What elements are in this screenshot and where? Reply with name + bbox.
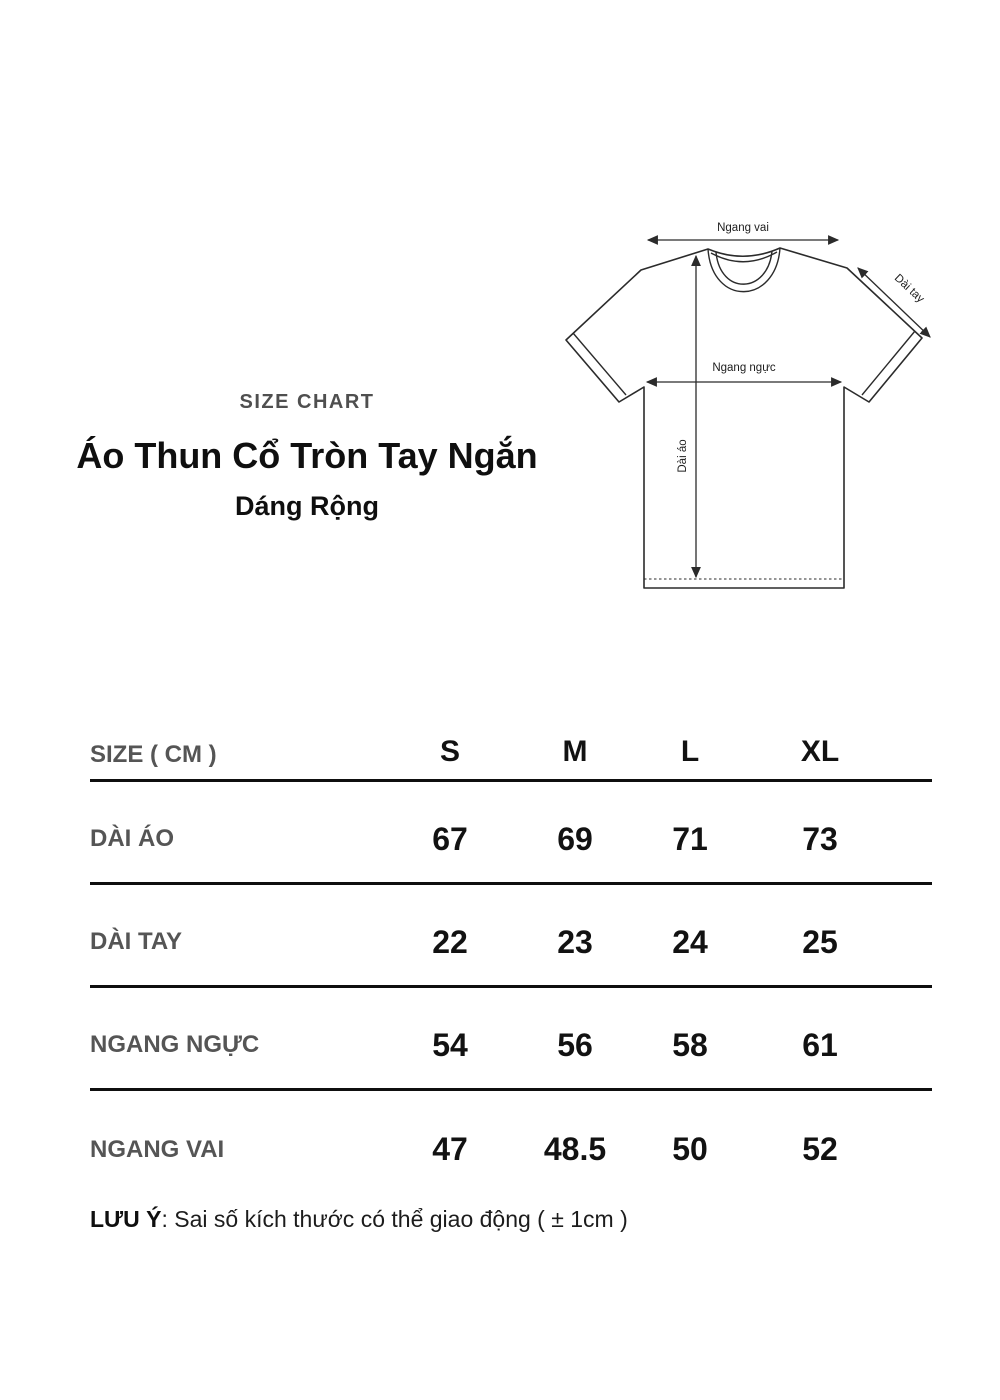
table-row-dai-tay <box>90 885 932 988</box>
cell-value: 23 <box>557 923 593 960</box>
row-label: NGANG VAI <box>90 1135 225 1163</box>
tshirt-measurement-diagram <box>540 190 1000 630</box>
cell-value: 67 <box>432 820 468 857</box>
chest-width-label: Ngang ngực <box>712 362 776 374</box>
column-header-l: L <box>680 735 700 768</box>
note-label: LƯU Ý <box>90 1206 162 1232</box>
table-header-size-cm: SIZE ( CM ) <box>90 741 217 768</box>
cell-value: 71 <box>672 820 708 857</box>
row-label: DÀI ÁO <box>90 825 174 852</box>
cell-value: 25 <box>802 923 838 960</box>
sleeve-length-label: Dài tay <box>891 272 927 306</box>
cell-value: 56 <box>557 1026 593 1063</box>
table-row-dai-ao <box>90 782 932 885</box>
cell-value: 54 <box>432 1026 468 1063</box>
column-header-s: S <box>439 735 460 768</box>
fit-subtitle: Dáng Rộng <box>235 491 379 521</box>
cell-value: 50 <box>672 1131 708 1167</box>
tshirt-outline <box>566 248 922 588</box>
cell-value: 47 <box>432 1131 468 1167</box>
cell-value: 61 <box>802 1026 838 1063</box>
row-label: DÀI TAY <box>90 928 183 955</box>
note-text: : Sai số kích thước có thể giao động ( ± 1cm ) <box>161 1206 628 1232</box>
table-header-row <box>90 700 932 782</box>
cell-value: 52 <box>802 1131 838 1167</box>
table-row-ngang-nguc <box>90 988 932 1091</box>
column-header-m: M <box>562 735 588 768</box>
cell-value: 22 <box>432 923 468 960</box>
column-header-xl: XL <box>800 735 840 768</box>
row-label: NGANG NGỰC <box>90 1031 260 1058</box>
eyebrow-size-chart: SIZE CHART <box>239 391 375 413</box>
shoulder-width-label: Ngang vai <box>717 222 769 234</box>
size-table <box>90 700 932 1194</box>
cell-value: 24 <box>672 923 708 960</box>
tolerance-note <box>90 1206 910 1233</box>
product-title: Áo Thun Cổ Tròn Tay Ngắn <box>76 435 538 476</box>
table-row-ngang-vai <box>90 1091 932 1194</box>
shirt-length-label: Dài áo <box>677 439 689 473</box>
cell-value: 69 <box>557 820 593 857</box>
cell-value: 48.5 <box>543 1131 607 1167</box>
title-block <box>57 391 557 522</box>
cell-value: 58 <box>672 1026 708 1063</box>
cell-value: 73 <box>802 820 838 857</box>
